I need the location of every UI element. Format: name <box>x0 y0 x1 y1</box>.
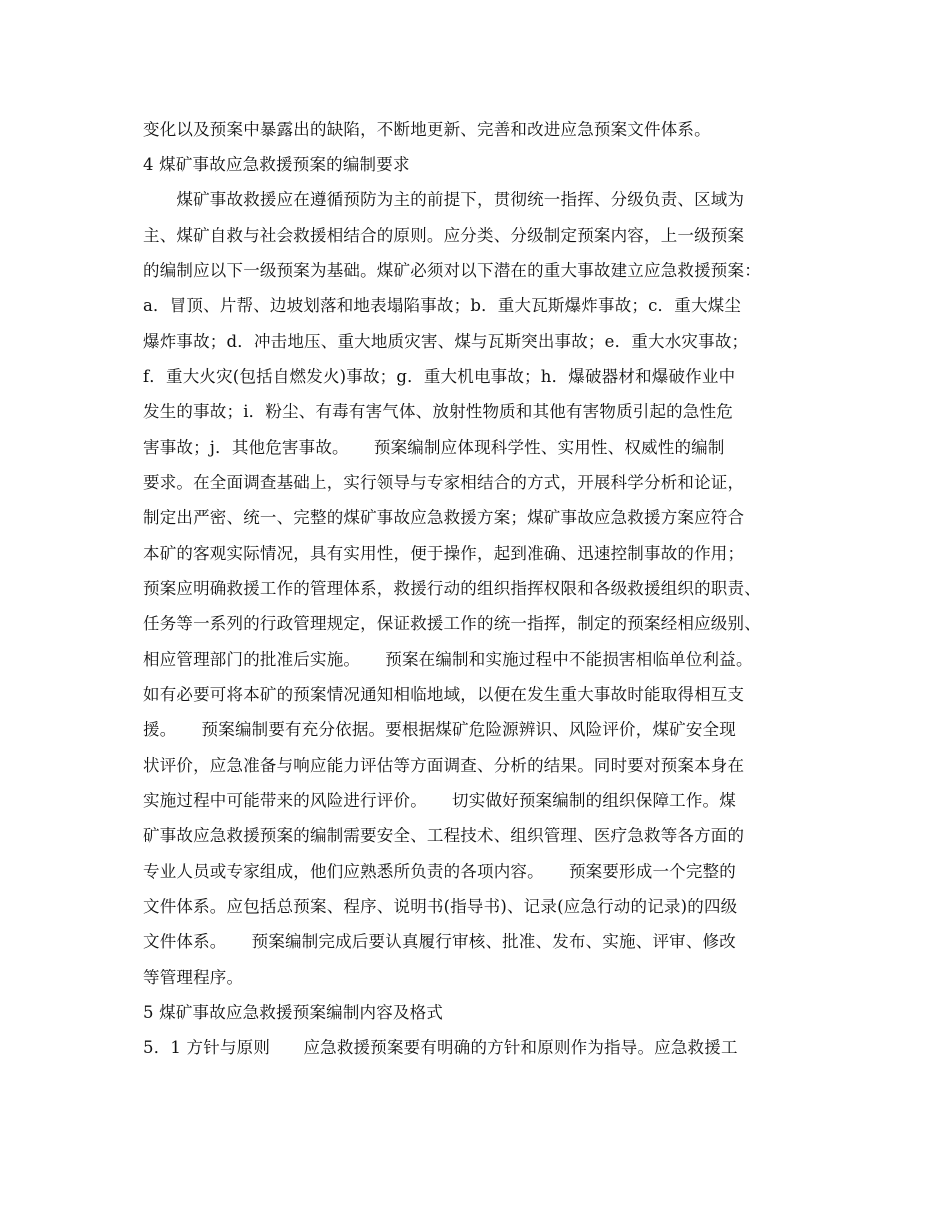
text-line: 相应管理部门的批准后实施。 预案在编制和实施过程中不能损害相临单位利益。 <box>143 650 753 669</box>
text-line: 的编制应以下一级预案为基础。煤矿必须对以下潜在的重大事故建立应急救援预案： <box>143 261 761 280</box>
text-line: 状评价，应急准备与响应能力评估等方面调查、分析的结果。同时要对预案本身在 <box>143 756 745 775</box>
section-heading-4: 4 煤矿事故应急救援预案的编制要求 <box>143 155 410 174</box>
text-line: 实施过程中可能带来的风险进行评价。 切实做好预案编制的组织保障工作。煤 <box>143 791 736 810</box>
text-line: 发生的事故；i．粉尘、有毒有害气体、放射性物质和其他有害物质引起的急性危 <box>143 402 733 421</box>
text-line: 变化以及预案中暴露出的缺陷，不断地更新、完善和改进应急预案文件体系。 <box>143 120 711 139</box>
text-line: 任务等一系列的行政管理规定，保证救援工作的统一指挥，制定的预案经相应级别、 <box>143 614 761 633</box>
text-line: 要求。在全面调查基础上，实行领导与专家相结合的方式，开展科学分析和论证， <box>143 473 745 492</box>
text-line: 文件体系。 预案编制完成后要认真履行审核、批准、发布、实施、评审、修改 <box>143 932 736 951</box>
section-heading-5: 5 煤矿事故应急救援预案编制内容及格式 <box>143 1003 444 1022</box>
text-line: a．冒顶、片帮、边坡划落和地表塌陷事故；b．重大瓦斯爆炸事故；c．重大煤尘 <box>143 296 742 315</box>
text-line: 预案应明确救援工作的管理体系，救援行动的组织指挥权限和各级救援组织的职责、 <box>143 579 761 598</box>
text-line: 如有必要可将本矿的预案情况通知相临地域，以便在发生重大事故时能取得相互支 <box>143 685 745 704</box>
text-line: 制定出严密、统一、完整的煤矿事故应急救援方案；煤矿事故应急救援方案应符合 <box>143 508 745 527</box>
text-line: f．重大火灾(包括自燃发火)事故；g．重大机电事故；h．爆破器材和爆破作业中 <box>143 367 736 386</box>
text-line: 煤矿事故救援应在遵循预防为主的前提下，贯彻统一指挥、分级负责、区域为 <box>143 190 745 209</box>
text-line: 主、煤矿自救与社会救援相结合的原则。应分类、分级制定预案内容，上一级预案 <box>143 226 745 245</box>
text-line: 等管理程序。 <box>143 968 244 987</box>
text-line: 专业人员或专家组成，他们应熟悉所负责的各项内容。 预案要形成一个完整的 <box>143 862 736 881</box>
text-line: 害事故；j．其他危害事故。 预案编制应体现科学性、实用性、权威性的编制 <box>143 438 725 457</box>
text-line: 文件体系。应包括总预案、程序、说明书(指导书)、记录(应急行动的记录)的四级 <box>143 897 738 916</box>
text-line: 爆炸事故；d．冲击地压、重大地质灾害、煤与瓦斯突出事故；e．重大水灾事故； <box>143 332 749 351</box>
subsection-heading-5-1: 5．1 方针与原则 应急救援预案要有明确的方针和原则作为指导。应急救援工 <box>143 1038 738 1057</box>
text-line: 援。 预案编制要有充分依据。要根据煤矿危险源辨识、风险评价，煤矿安全现 <box>143 720 736 739</box>
text-line: 矿事故应急救援预案的编制需要安全、工程技术、组织管理、医疗急救等各方面的 <box>143 826 745 845</box>
text-line: 本矿的客观实际情况，具有实用性，便于操作，起到准确、迅速控制事故的作用； <box>143 544 745 563</box>
